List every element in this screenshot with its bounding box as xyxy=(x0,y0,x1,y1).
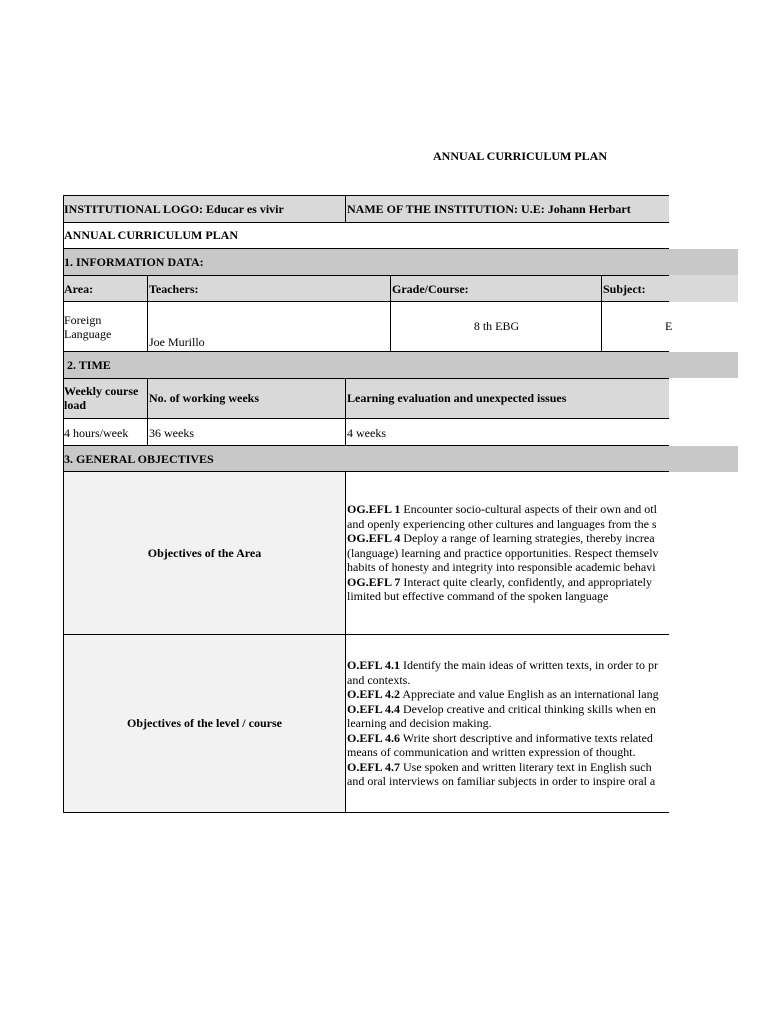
subject-value-text: E xyxy=(665,319,673,333)
divider xyxy=(63,248,669,249)
objective-line xyxy=(347,745,659,760)
objective-text: learning and decision making. xyxy=(347,716,492,730)
divider xyxy=(63,445,669,446)
objective-text: and openly experiencing other cultures and languages from the s xyxy=(347,516,657,531)
objective-code: O.EFL 4.6 xyxy=(347,730,401,745)
objective-code: O.EFL 4.2 xyxy=(347,687,401,701)
objective-text: Develop creative and critical thinking skills when en xyxy=(400,701,656,716)
section2-values-row xyxy=(63,419,669,446)
section2-header-row xyxy=(63,378,669,419)
level-objectives-label: Objectives of the level / course xyxy=(127,716,282,730)
section1-title: 1. INFORMATION DATA: xyxy=(64,255,204,269)
evaluation-value-text: 4 weeks xyxy=(347,426,386,440)
objective-text: Write short descriptive and informative texts related xyxy=(400,730,653,745)
objective-text: limited but effective command of the spoken language xyxy=(347,589,609,603)
teachers-header-label: Teachers: xyxy=(149,282,199,296)
objective-text: (language) learning and practice opportunities. Respect themselv xyxy=(347,545,659,560)
divider xyxy=(63,351,669,352)
divider xyxy=(63,222,669,223)
objective-line xyxy=(347,502,659,517)
institutional-logo-cell xyxy=(63,195,346,223)
evaluation-value xyxy=(346,419,669,446)
objective-code: O.EFL 4.7 xyxy=(347,759,401,774)
objective-code: O.EFL 4.1 xyxy=(347,658,401,672)
weekly-load-value-text: 4 hours/week xyxy=(64,426,129,440)
divider xyxy=(63,275,669,276)
divider xyxy=(63,301,669,302)
objective-code: OG.EFL 7 xyxy=(347,574,401,589)
section3-title: 3. GENERAL OBJECTIVES xyxy=(64,452,214,466)
subject-header-label: Subject: xyxy=(603,282,646,296)
objective-code: O.EFL 4.4 xyxy=(347,701,401,716)
objective-text: Deploy a range of learning strategies, thereby increa xyxy=(400,531,655,545)
objective-text: and oral interviews on familiar subjects in order to inspire oral a xyxy=(347,774,656,788)
objective-line xyxy=(347,774,659,789)
working-weeks-header-label: No. of working weeks xyxy=(149,391,259,405)
grade-value xyxy=(391,302,602,352)
section1-header-row xyxy=(63,275,738,302)
objective-code: OG.EFL 4 xyxy=(347,531,401,545)
teacher-value-text: Joe Murillo xyxy=(149,335,205,349)
teachers-header xyxy=(148,275,391,302)
institution-name-label: NAME OF THE INSTITUTION: U.E: Johann Herbart xyxy=(347,202,631,216)
objective-line xyxy=(347,546,659,561)
grade-value-text: 8 th EBG xyxy=(473,319,520,333)
objective-text: habits of honesty and integrity into responsible academic behavi xyxy=(347,560,656,574)
objective-line xyxy=(347,575,659,590)
section1-title-row xyxy=(63,249,669,275)
evaluation-header xyxy=(346,378,669,419)
plan-title-row xyxy=(63,223,669,249)
working-weeks-header xyxy=(148,378,346,419)
section3-title-row xyxy=(63,446,669,472)
weekly-load-value xyxy=(63,419,148,446)
objective-line xyxy=(347,702,659,717)
objective-text: Encounter socio-cultural aspects of their own and otl xyxy=(400,502,657,516)
area-objectives-label-cell xyxy=(63,472,346,635)
divider xyxy=(63,378,669,379)
objective-line xyxy=(347,560,659,575)
level-objectives-label-cell xyxy=(63,635,346,813)
area-header-label: Area: xyxy=(64,282,94,296)
subject-header xyxy=(602,275,738,302)
weekly-load-header xyxy=(63,378,148,419)
objective-line xyxy=(347,658,659,673)
area-value xyxy=(63,302,148,352)
divider xyxy=(63,418,669,419)
evaluation-header-label: Learning evaluation and unexpected issues xyxy=(347,391,567,405)
plan-title: ANNUAL CURRICULUM PLAN xyxy=(64,228,238,242)
institutional-logo-label: INSTITUTIONAL LOGO: Educar es vivir xyxy=(64,202,284,216)
grade-header xyxy=(391,275,602,302)
objective-line xyxy=(347,716,659,731)
objective-line xyxy=(347,517,659,532)
objective-text: Appreciate and value English as an international lang xyxy=(400,687,659,701)
area-header xyxy=(63,275,148,302)
level-objectives-list xyxy=(347,658,659,789)
grade-header-label: Grade/Course: xyxy=(392,282,469,296)
area-value-text: Foreign Language xyxy=(64,313,112,341)
divider xyxy=(63,634,669,635)
objective-text: Use spoken and written literary text in English such xyxy=(400,759,652,774)
objective-text: means of communication and written expression of thought. xyxy=(347,745,636,759)
page-title: ANNUAL CURRICULUM PLAN xyxy=(433,149,607,163)
area-objectives-content xyxy=(346,472,669,635)
working-weeks-value-text: 36 weeks xyxy=(149,426,194,440)
objective-text: and contexts. xyxy=(347,672,411,687)
working-weeks-value xyxy=(148,419,346,446)
teacher-value xyxy=(148,302,391,352)
objective-text: Interact quite clearly, confidently, and appropriately xyxy=(400,574,653,589)
area-objectives-list xyxy=(347,502,659,604)
level-objectives-row xyxy=(63,635,669,813)
subject-value xyxy=(602,302,673,352)
institution-name-cell xyxy=(346,195,669,223)
divider xyxy=(63,471,669,472)
area-objectives-label: Objectives of the Area xyxy=(147,546,262,560)
objective-line xyxy=(347,531,659,546)
objective-line xyxy=(347,731,659,746)
objective-line xyxy=(347,673,659,688)
header-row xyxy=(63,195,669,223)
section1-values-row xyxy=(63,302,673,352)
level-objectives-content xyxy=(346,635,669,813)
objective-code: OG.EFL 1 xyxy=(347,502,401,516)
objective-line xyxy=(347,589,659,604)
objective-line xyxy=(347,760,659,775)
weekly-load-header-label: Weekly course load xyxy=(64,384,139,412)
objective-text: Identify the main ideas of written texts, in order to pr xyxy=(400,658,658,672)
objective-line xyxy=(347,687,659,702)
section2-title: 2. TIME xyxy=(67,358,111,372)
area-objectives-row xyxy=(63,472,669,635)
section2-title-row xyxy=(63,352,669,378)
